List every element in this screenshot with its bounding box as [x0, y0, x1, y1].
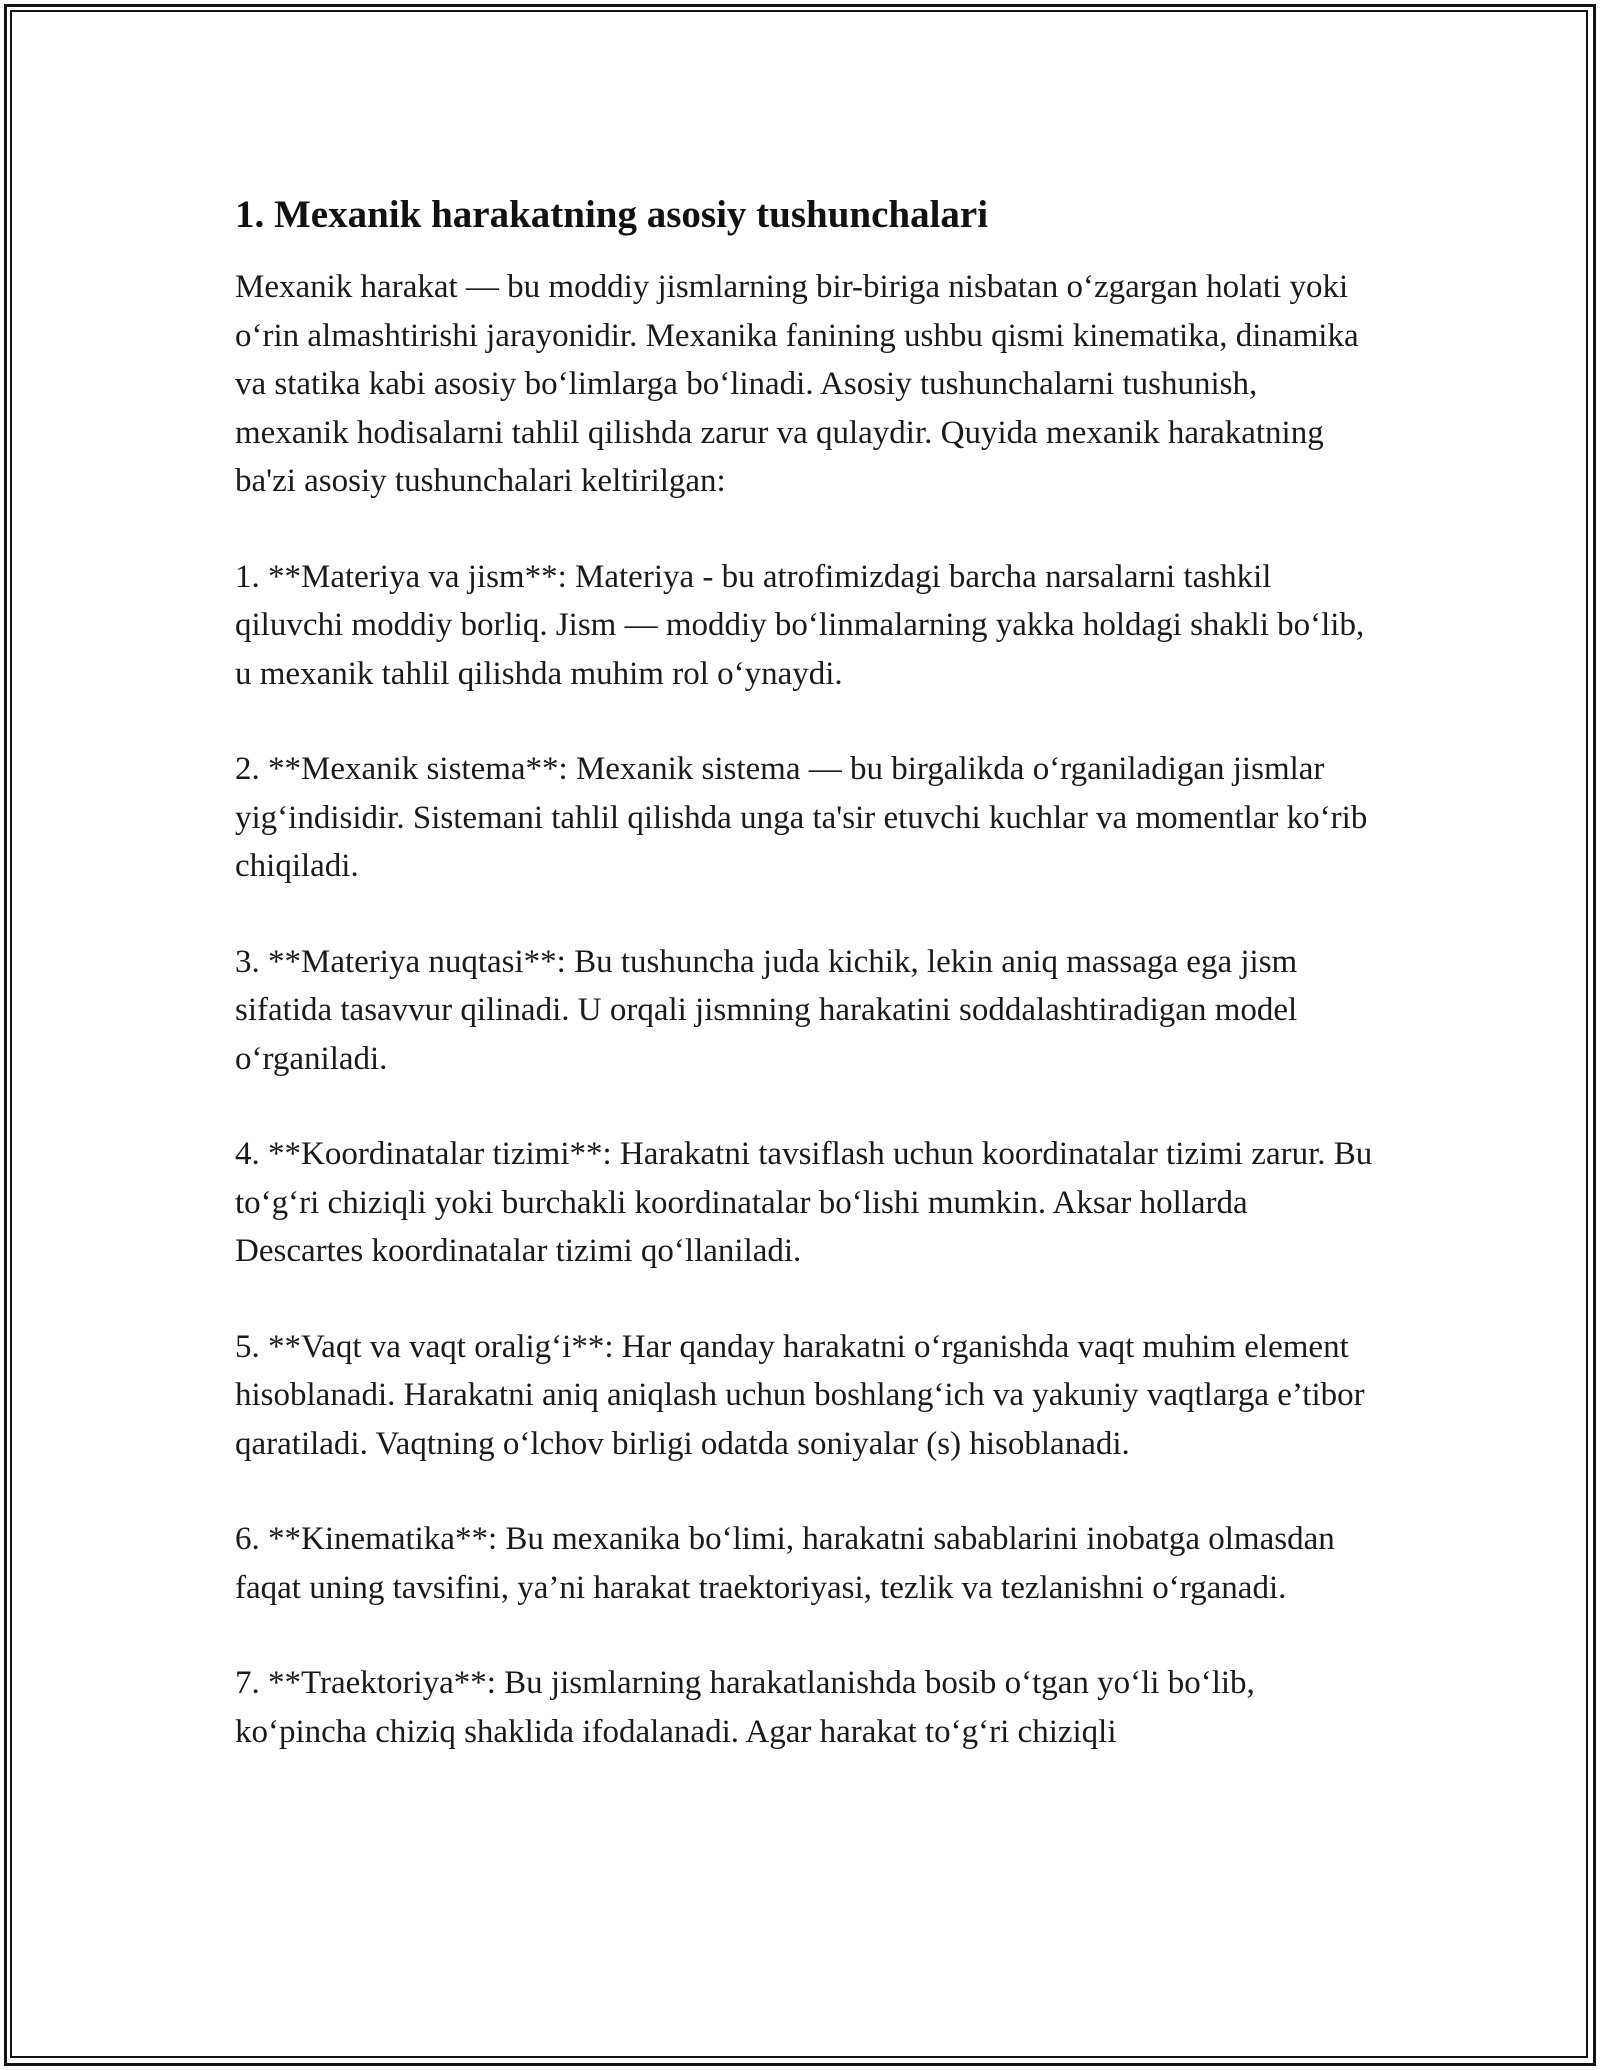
list-item-materiya-nuqtasi: 3. **Materiya nuqtasi**: Bu tushuncha juda kichik, lekin aniq massaga ega jism sifatida tasavvur qilinadi. U orqali jismning harakatini soddalashtiradigan model oʻrganiladi. — [235, 943, 1298, 1077]
document-body — [235, 187, 1375, 1803]
list-item-koordinatalar-tizimi: 4. **Koordinatalar tizimi**: Harakatni tavsiflash uchun koordinatalar tizimi zarur. Bu toʻgʻri chiziqli yoki burchakli koordinatalar boʻlishi mumkin. Aksar hollarda Descartes koordinatalar tizimi qoʻllaniladi. — [235, 1136, 1373, 1269]
list-item-mexanik-sistema: 2. **Mexanik sistema**: Mexanik sistema — bu birgalikda oʻrganiladigan jismlar yigʻindisidir. Sistemani tahlil qilishda unga ta'sir etuvchi kuchlar va momentlar koʻrib chiqiladi. — [235, 751, 1368, 884]
list-item-traektoriya: 7. **Traektoriya**: Bu jismlarning harakatlanishda bosib oʻtgan yoʻli boʻlib, koʻpincha chiziq shaklida ifodalanadi. Agar harakat toʻgʻri chiziqli — [235, 1665, 1255, 1750]
list-item-vaqt: 5. **Vaqt va vaqt oraligʻi**: Har qanday harakatni oʻrganishda vaqt muhim element hisoblanadi. Harakatni aniq aniqlash uchun boshlangʻich va yakuniy vaqtlarga e’tibor qaratiladi. Vaqtning oʻlchov birligi odatda soniyalar (s) hisoblanadi. — [235, 1328, 1365, 1462]
document-title: 1. Mexanik harakatning asosiy tushunchalari — [235, 193, 989, 236]
list-item-kinematika: 6. **Kinematika**: Bu mexanika boʻlimi, harakatni sabablarini inobatga olmasdan faqat uning tavsifini, ya’ni harakat traektoriyasi, tezlik va tezlanishni oʻrganadi. — [235, 1521, 1335, 1606]
list-item-materiya-va-jism: 1. **Materiya va jism**: Materiya - bu atrofimizdagi barcha narsalarni tashkil qiluvchi moddiy borliq. Jism — moddiy boʻlinmalarning yakka holdagi shakli boʻlib, u mexanik tahlil qilishda muhim rol oʻynaydi. — [235, 558, 1365, 692]
intro-paragraph: Mexanik harakat — bu moddiy jismlarning bir-biriga nisbatan oʻzgargan holati yoki oʻrin almashtirishi jarayonidir. Mexanika fanining ushbu qismi kinematika, dinamika va statika kabi asosiy boʻlimlarga boʻlinadi. Asosiy tushunchalarni tushunish, mexanik hodisalarni tahlil qilishda zarur va qulaydir. Quyida mexanik harakatning ba'zi asosiy tushunchalari keltirilgan: — [235, 269, 1359, 499]
